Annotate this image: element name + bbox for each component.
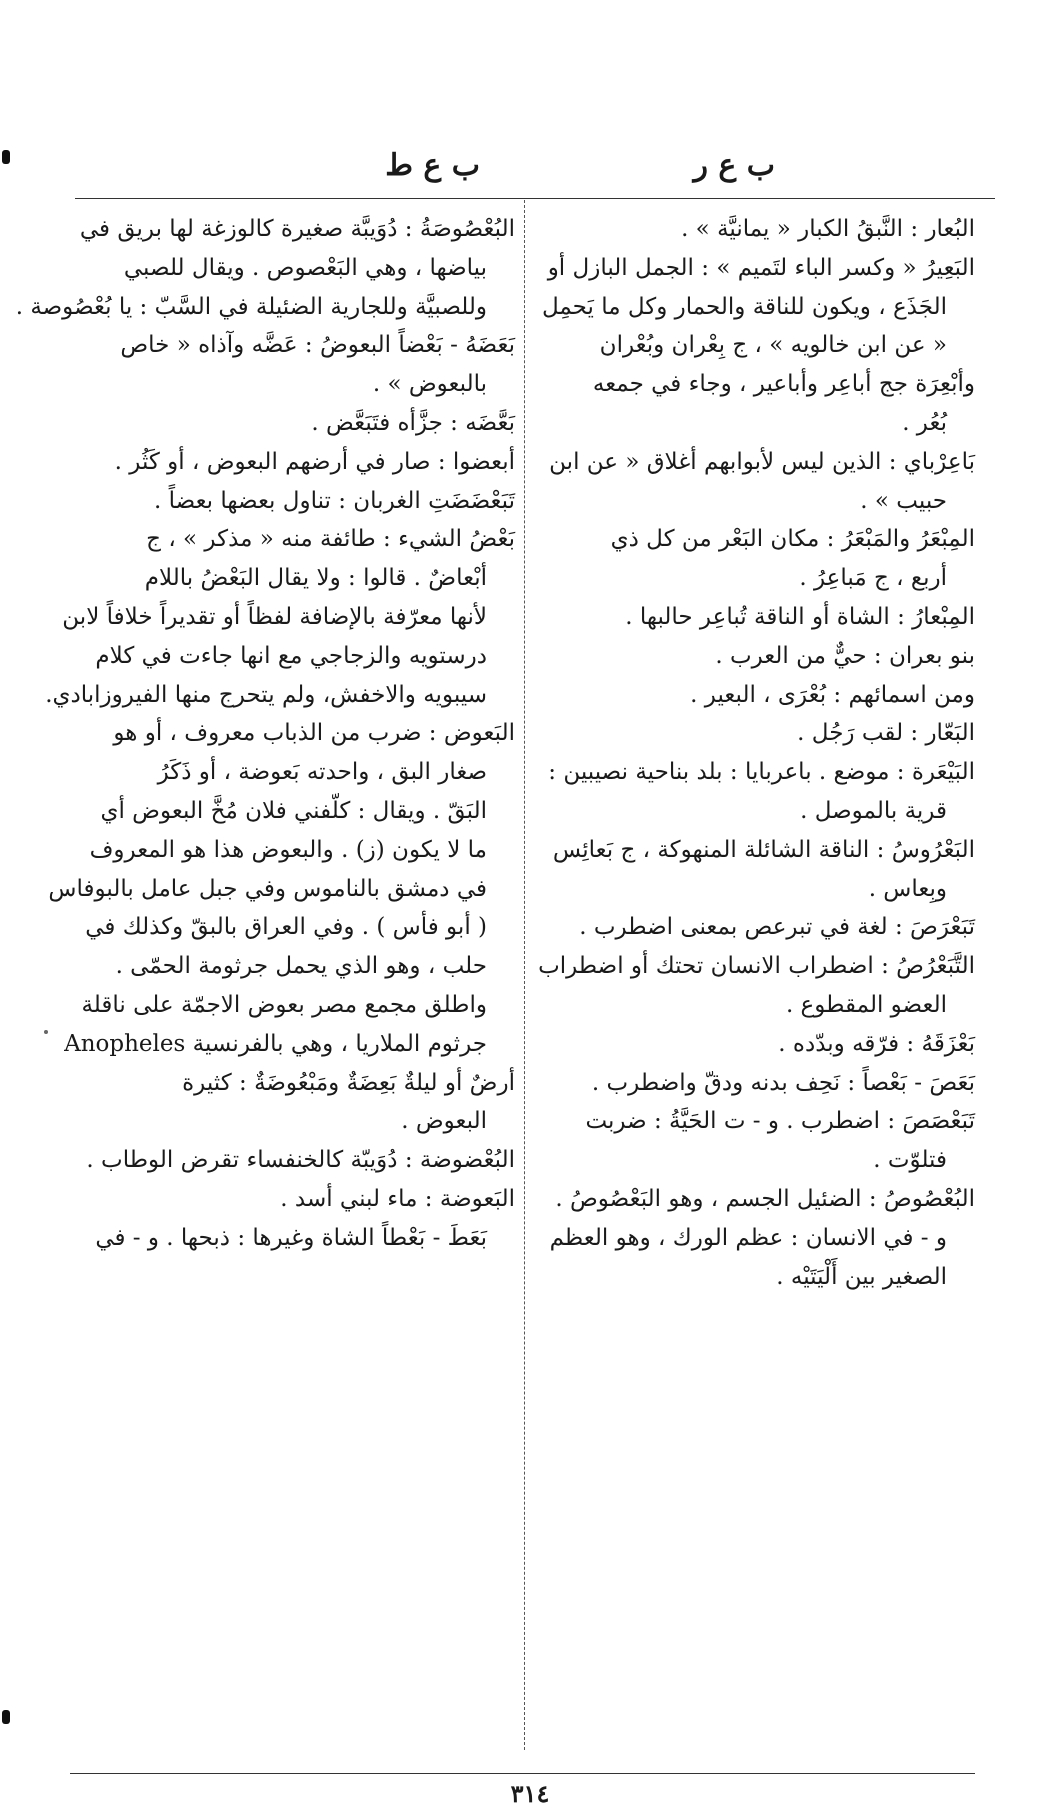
entry-line: حبيب » . xyxy=(860,487,947,514)
entry-line: البُعْضوضة : دُوَيبّة كالخنفساء تقرض الوطاب . xyxy=(86,1147,515,1174)
scan-dot xyxy=(44,1030,48,1034)
entry-line: وللصبيَّة وللجارية الضئيلة في السَّبّ : يا بُعْصُوصة . xyxy=(15,293,487,320)
entry-line: أرضٌ أو ليلةٌ بَعِضَةٌ ومَبْعُوضَةٌ : كثيرة xyxy=(182,1069,515,1096)
page-number: ٣١٤ xyxy=(510,1779,550,1808)
right-column-header: ب ع ر xyxy=(693,148,775,183)
entry-line: البَعْرُوسُ : الناقة الشائلة المنهوكة ، ج بَعائِس xyxy=(552,836,975,863)
entry-line: بَعْزَقَهُ : فرّقه وبدّده . xyxy=(778,1030,975,1057)
entry-line: التَّبَعْرُصُ : اضطراب الانسان تحتك أو اضطراب xyxy=(538,953,975,980)
left-column xyxy=(15,210,515,1770)
entry-line: بَعَصَ - بَعْصاً : نَحِف بدنه ودقّ واضطرب . xyxy=(591,1069,975,1096)
entry-line: في دمشق بالناموس وفي جبل عامل بالبوفاس xyxy=(48,875,487,902)
entry-line: صغار البق ، واحدته بَعوضة ، أو ذَكَرُ xyxy=(157,759,487,786)
entry-line: بَعَطَ - بَعْطاً الشاة وغيرها : ذبحها . و - في xyxy=(95,1224,487,1251)
entry-line: بياضها ، وهي البَعْصوص . ويقال للصبي xyxy=(123,254,487,281)
entry-line: بَعْضُ الشيء : طائفة منه « مذكر » ، ج xyxy=(146,526,515,553)
entry-line: البُعار : النَّبقُ الكبار « يمانيَّة » . xyxy=(681,216,975,242)
entry-line: الصغير بين أَلْيَتَيْه . xyxy=(776,1263,947,1290)
entry-line: البَعوضة : ماء لبني أسد . xyxy=(280,1185,515,1212)
scan-edge-mark xyxy=(2,1710,10,1724)
entry-line: واطلق مجمع مصر بعوض الاجمّة على ناقلة xyxy=(81,991,487,1018)
entry-line: البَعوض : ضرب من الذباب معروف ، أو هو xyxy=(113,720,515,747)
entry-line: بالبعوض » . xyxy=(372,371,487,398)
footer-rule xyxy=(70,1773,975,1774)
entry-line: تَبَعْرَصَ : لغة في تبرعص بمعنى اضطرب . xyxy=(579,914,975,941)
entry-line: قرية بالموصل . xyxy=(800,797,947,824)
entry-line: ما لا يكون (ز) . والبعوض هذا هو المعروف xyxy=(89,836,487,863)
entry-line: وأبْعِرَة جج أباعِر وأباعير ، وجاء في جمعه xyxy=(592,371,975,398)
entry-line: بَاعِرْباي : الذين ليس لأبوابهم أغلاق « عن ابن xyxy=(549,448,975,475)
left-column-header: ب ع ط xyxy=(385,148,480,183)
entry-line: أربع ، ج مَباعِرُ . xyxy=(799,565,947,592)
entry-line: تَبَعْصَصَ : اضطرب . و - ت الحَيَّةُ : ضربت xyxy=(585,1108,975,1135)
entry-line: لأنها معرّفة بالإضافة لفظاً أو تقديراً خلافاً لابن xyxy=(62,603,487,630)
entry-line: بنو بعران : حيٌّ من العرب . xyxy=(715,642,975,669)
entry-line: البَقّ . ويقال : كلّفني فلان مُخَّ البعوض أي xyxy=(100,797,487,824)
entry-line: ( أبو فأس ) . وفي العراق بالبقّ وكذلك في xyxy=(85,914,487,941)
entry-line: جرثوم الملاريا ، وهي بالفرنسية Anopheles xyxy=(64,1030,487,1057)
entry-line: البَعّار : لقب رَجُل . xyxy=(797,720,975,747)
right-column xyxy=(538,210,975,1770)
entry-line: بَعَّضَه : جزَّأه فتَبَعَّض . xyxy=(311,409,515,436)
header-rule xyxy=(75,198,995,199)
entry-line: المِبْعَرُ والمَبْعَرُ : مكان البَعْر من كل ذي xyxy=(610,526,975,553)
entry-line: العضو المقطوع . xyxy=(785,991,947,1018)
entry-line: بَعَضَهُ - بَعْضاً البعوضُ : عَضَّه وآذاه « خاص xyxy=(120,332,515,359)
entry-line: البُعْصُوصَةُ : دُوَيبَّة صغيرة كالوزغة لها بريق في xyxy=(79,216,515,242)
entry-line: تَبَعْضَضَتِ الغربان : تناول بعضها بعضاً . xyxy=(154,487,515,514)
entry-line: البعوض . xyxy=(401,1108,487,1135)
scan-edge-mark xyxy=(2,150,10,164)
entry-line: و - في الانسان : عظم الورك ، وهو العظم xyxy=(549,1224,947,1251)
entry-line: المِبْعارُ : الشاة أو الناقة تُباعِر حالبها . xyxy=(625,603,975,630)
entry-line: فتلوّت . xyxy=(873,1147,947,1174)
entry-line: « عن ابن خالويه » ، ج بِعْران وبُعْران xyxy=(599,332,947,359)
entry-line: البَيْعَرة : موضع . باعربايا : بلد بناحية نصيبين : xyxy=(548,759,975,786)
entry-line: حلب ، وهو الذي يحمل جرثومة الحمّى . xyxy=(115,953,487,980)
entry-line: البُعْصُوصُ : الضئيل الجسم ، وهو البَعْصُوصُ . xyxy=(555,1185,975,1212)
entry-line: أبْعاضٌ . قالوا : ولا يقال البَعْضُ باللام xyxy=(144,565,487,592)
entry-line: أبعضوا : صار في أرضهم البعوض ، أو كَثُر . xyxy=(114,448,515,475)
entry-line: وبِعاس . xyxy=(868,875,947,902)
entry-line: ومن اسمائهم : بُعْرَى ، البعير . xyxy=(690,681,975,708)
entry-line: بُعُر . xyxy=(902,409,947,436)
entry-line: البَعِيرُ « وكسر الباء لتَميم » : الجمل البازل أو xyxy=(547,254,975,281)
entry-line: سيبويه والاخفش، ولم يتحرج منها الفيروزابادي. xyxy=(45,681,487,708)
column-divider xyxy=(524,200,525,1750)
entry-line: درستويه والزجاجي مع انها جاءت في كلام xyxy=(95,642,487,669)
entry-line: الجَذَع ، ويكون للناقة والحمار وكل ما يَحمِل xyxy=(541,293,947,320)
